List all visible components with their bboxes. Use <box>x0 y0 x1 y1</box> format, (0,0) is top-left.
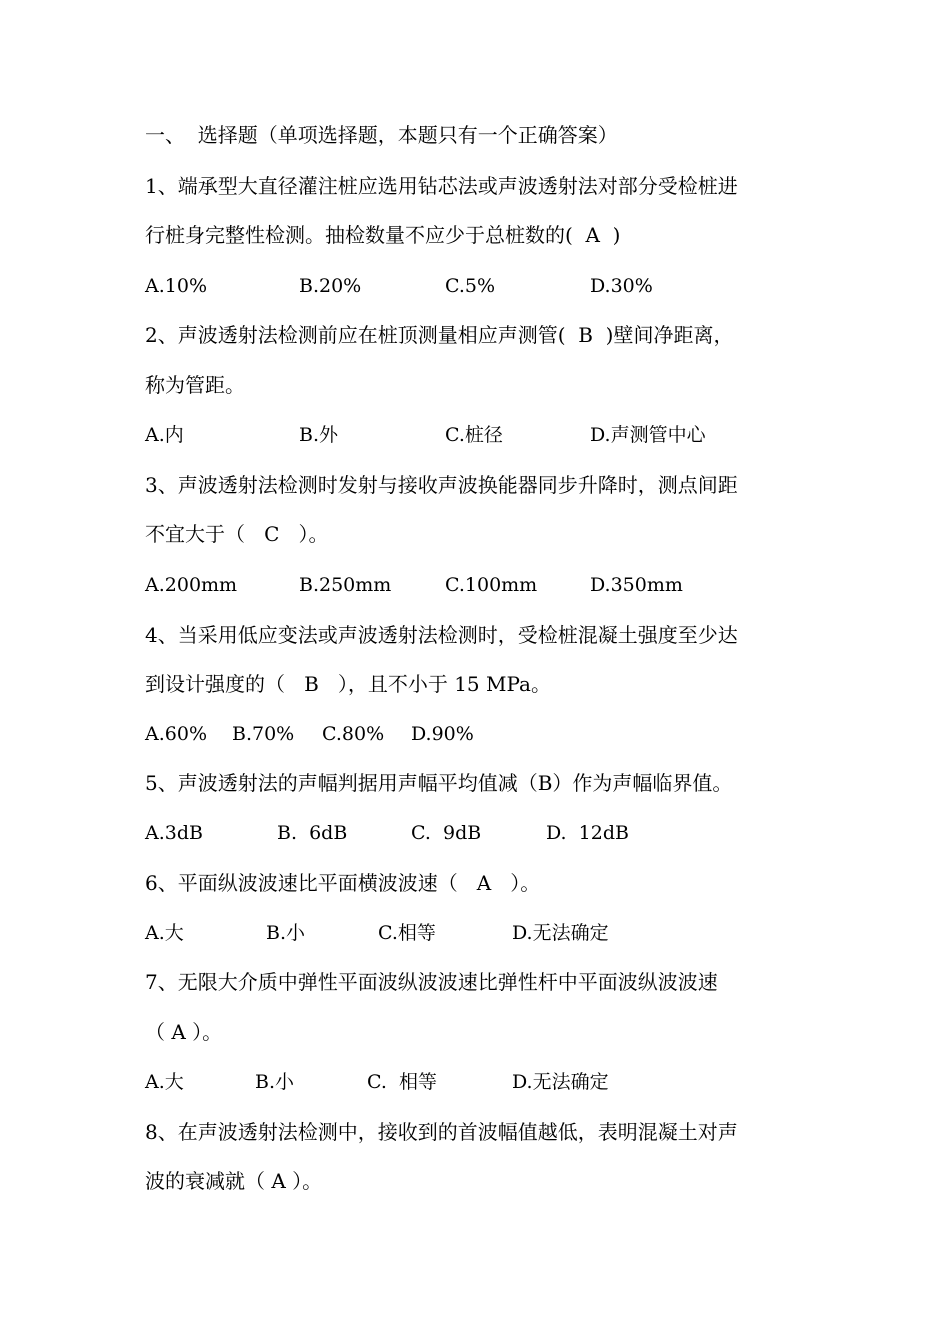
question-6-option-b: B.小 <box>266 922 306 944</box>
question-4-option-c: C.80% <box>322 723 385 745</box>
question-2-option-d: D.声测管中心 <box>590 424 706 446</box>
question-2-option-b: B.外 <box>299 424 339 446</box>
question-5-option-a: A.3dB <box>145 822 203 844</box>
question-1-line-1: 1、端承型大直径灌注桩应选用钻芯法或声波透射法对部分受检桩进 <box>145 174 738 198</box>
question-1-option-c: C.5% <box>445 275 496 297</box>
section-heading: 一、 选择题（单项选择题，本题只有一个正确答案） <box>145 123 618 147</box>
question-6-option-a: A.大 <box>145 922 184 944</box>
question-1-option-a: A.10% <box>145 275 207 297</box>
question-6-line-1: 6、平面纵波波速比平面横波波速（ A ）。 <box>145 871 541 895</box>
question-2-line-2: 称为管距。 <box>145 373 245 397</box>
question-7-option-c: C. 相等 <box>367 1071 437 1093</box>
question-5-line-1: 5、声波透射法的声幅判据用声幅平均值减（B）作为声幅临界值。 <box>145 771 733 795</box>
question-2-option-a: A.内 <box>145 424 184 446</box>
question-5-option-b: B. 6dB <box>277 822 348 844</box>
question-7-line-2: （ A ）。 <box>145 1020 223 1044</box>
question-4-option-d: D.90% <box>411 723 474 745</box>
question-3-option-d: D.350mm <box>590 574 683 596</box>
question-3-option-c: C.100mm <box>445 574 538 596</box>
question-5-option-d: D. 12dB <box>546 822 629 844</box>
question-1-line-2: 行桩身完整性检测。抽检数量不应少于总桩数的( A ) <box>145 223 621 247</box>
question-8-line-1: 8、在声波透射法检测中，接收到的首波幅值越低，表明混凝土对声 <box>145 1120 738 1144</box>
question-4-line-2: 到设计强度的（ B ），且不小于 15 MPa。 <box>145 672 551 696</box>
question-8-line-2: 波的衰减就（ A ）。 <box>145 1169 323 1193</box>
question-2-line-1: 2、声波透射法检测前应在桩顶测量相应声测管( B )壁间净距离， <box>145 323 734 347</box>
question-7-line-1: 7、无限大介质中弹性平面波纵波波速比弹性杆中平面波纵波波速 <box>145 970 718 994</box>
question-3-option-b: B.250mm <box>299 574 392 596</box>
question-5-option-c: C. 9dB <box>411 822 482 844</box>
question-3-line-1: 3、声波透射法检测时发射与接收声波换能器同步升降时，测点间距 <box>145 473 738 497</box>
question-2-option-c: C.桩径 <box>445 424 503 446</box>
question-3-line-2: 不宜大于（ C ）。 <box>145 522 329 546</box>
question-4-option-b: B.70% <box>232 723 295 745</box>
question-6-option-d: D.无法确定 <box>512 922 609 944</box>
question-4-line-1: 4、当采用低应变法或声波透射法检测时，受检桩混凝土强度至少达 <box>145 623 738 647</box>
question-4-option-a: A.60% <box>145 723 207 745</box>
question-7-option-b: B.小 <box>255 1071 295 1093</box>
question-1-option-d: D.30% <box>590 275 653 297</box>
question-3-option-a: A.200mm <box>145 574 238 596</box>
question-6-option-c: C.相等 <box>378 922 436 944</box>
question-7-option-a: A.大 <box>145 1071 184 1093</box>
question-7-option-d: D.无法确定 <box>512 1071 609 1093</box>
question-1-option-b: B.20% <box>299 275 362 297</box>
